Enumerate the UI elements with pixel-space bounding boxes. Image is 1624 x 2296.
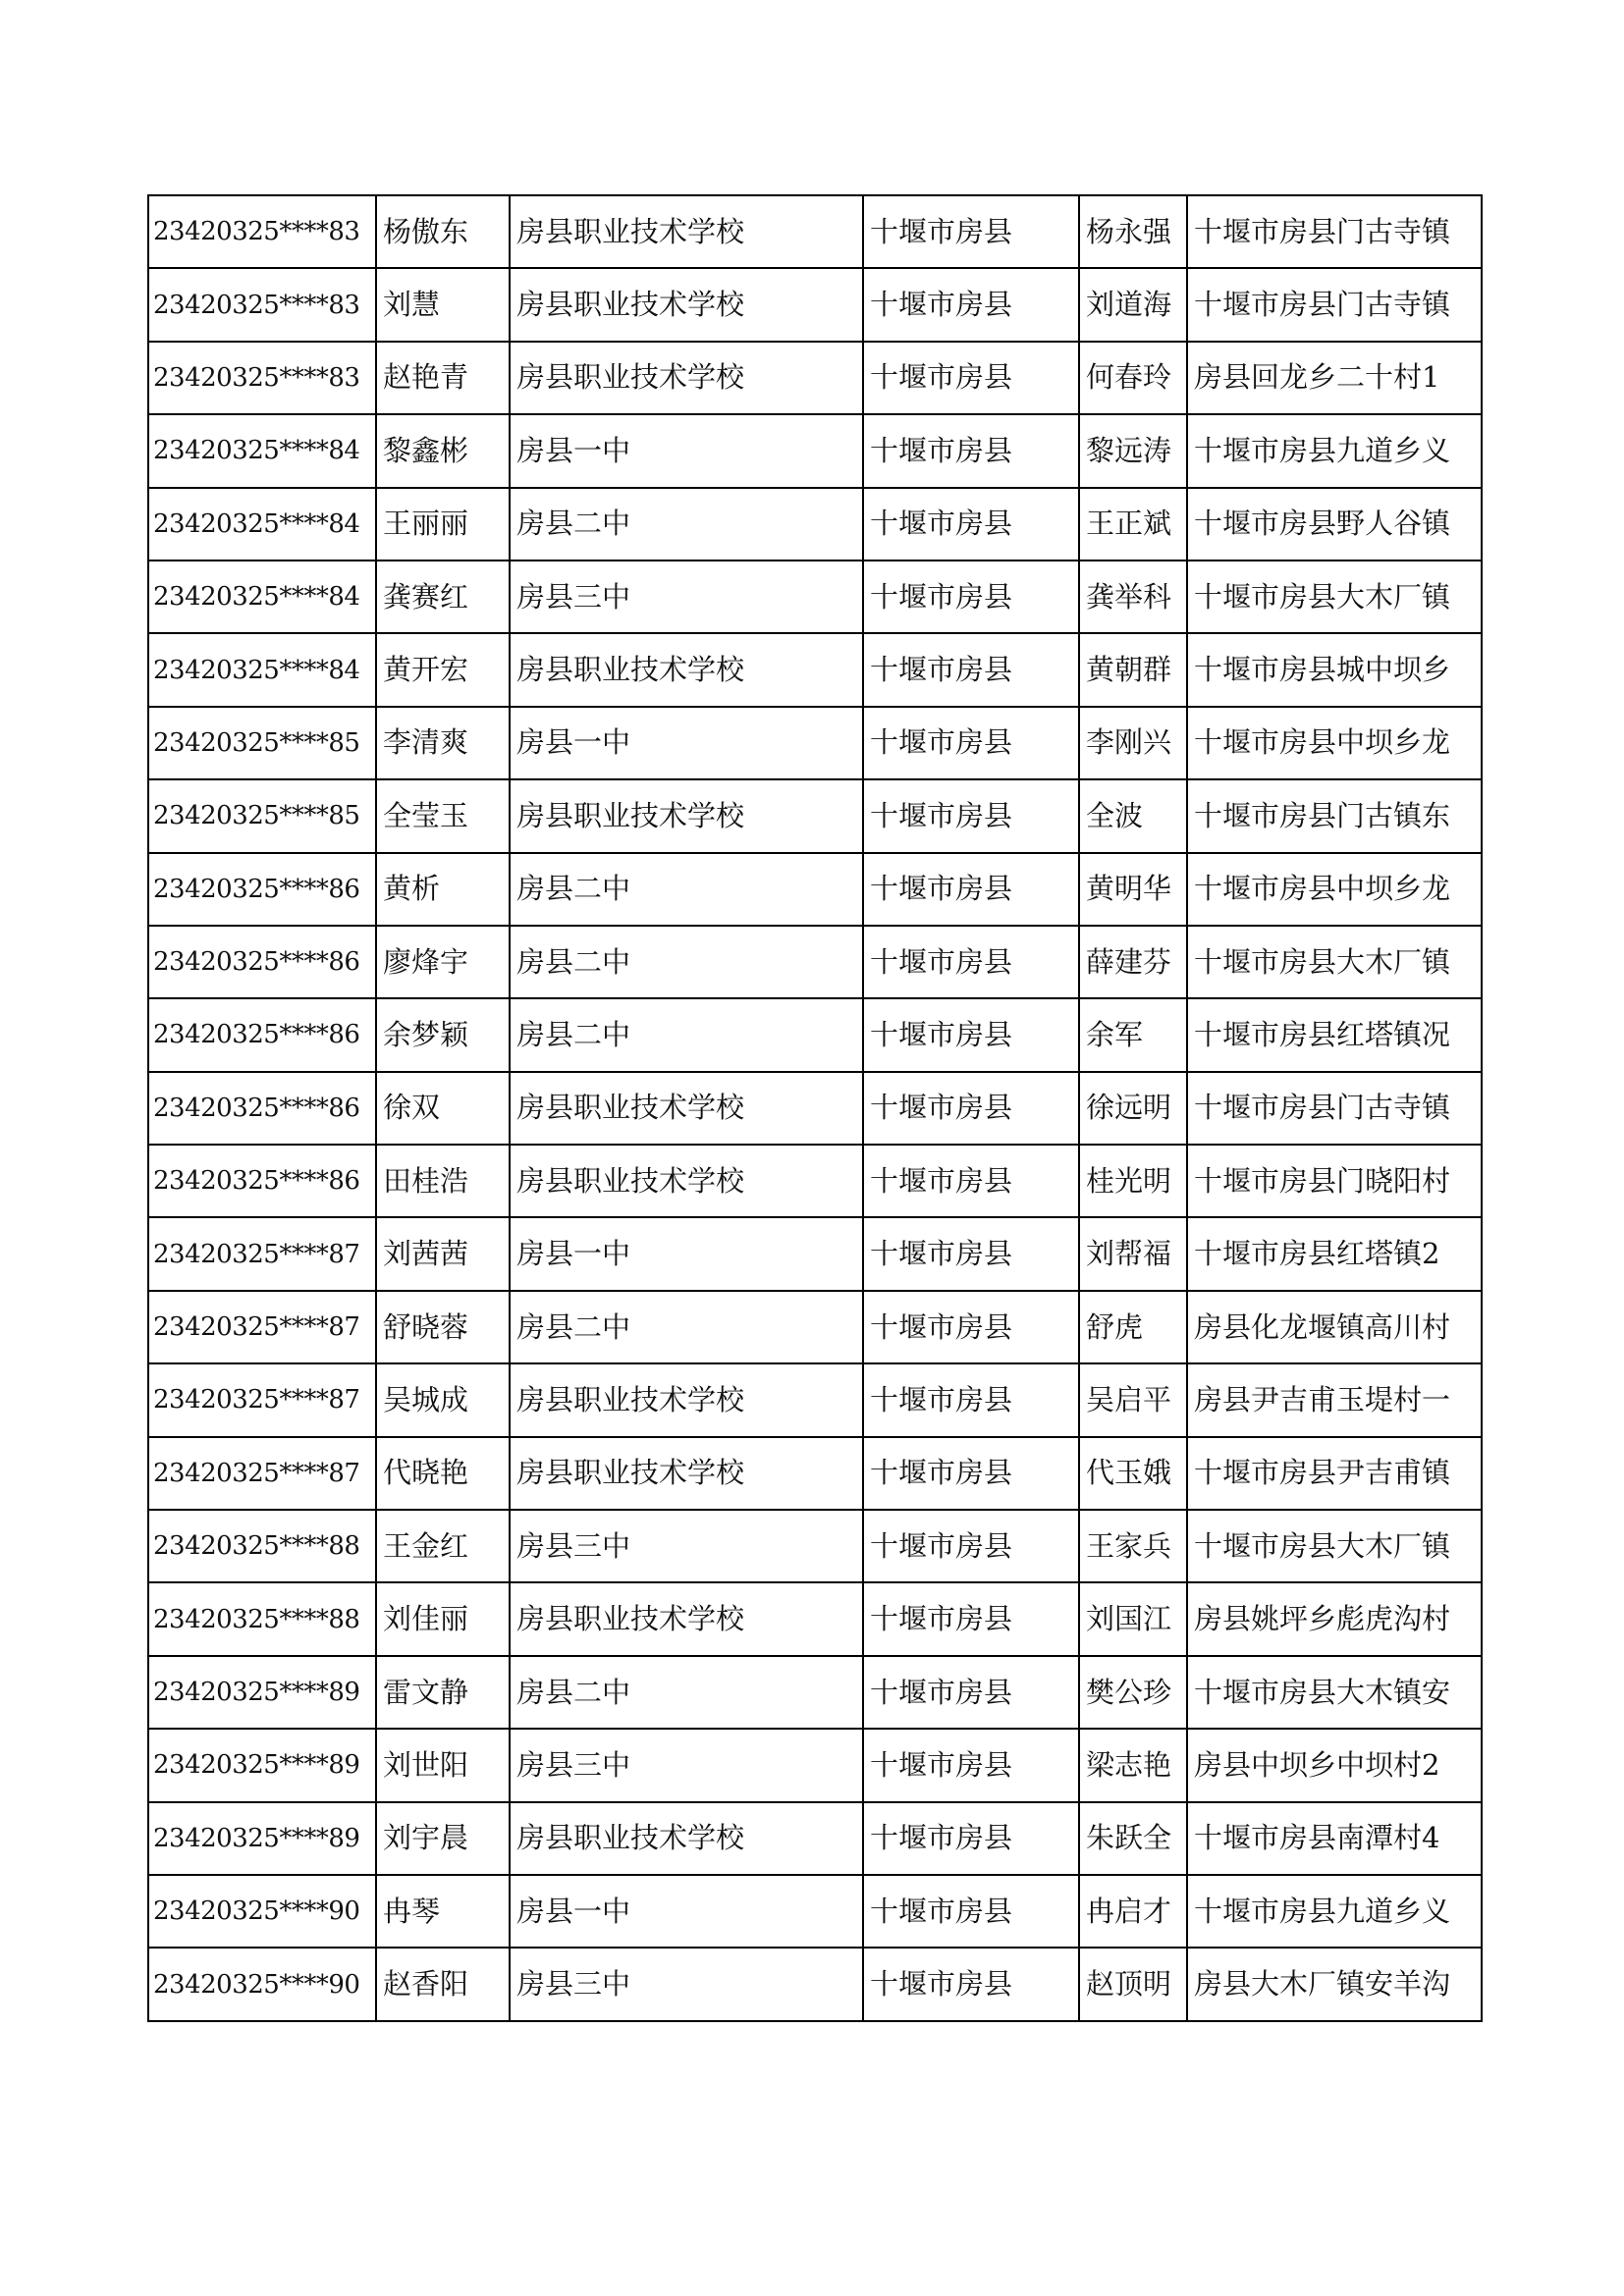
address-cell: 十堰市房县九道乡义 (1187, 414, 1482, 487)
parent-name-cell: 刘国江 (1079, 1582, 1187, 1655)
student-name-cell: 王丽丽 (376, 488, 510, 561)
region-cell: 十堰市房县 (863, 1291, 1079, 1363)
address-cell: 房县大木厂镇安羊沟 (1187, 1948, 1482, 2020)
student-name-cell: 田桂浩 (376, 1145, 510, 1217)
table-row (148, 1656, 1482, 1729)
school-cell: 房县一中 (510, 1217, 863, 1290)
parent-name-cell: 刘帮福 (1079, 1217, 1187, 1290)
school-cell: 房县二中 (510, 926, 863, 998)
address-cell: 十堰市房县红塔镇况 (1187, 998, 1482, 1071)
student-name-cell: 雷文静 (376, 1656, 510, 1729)
id-cell: 23420325****86 (148, 926, 376, 998)
id-cell: 23420325****89 (148, 1729, 376, 1801)
school-cell: 房县一中 (510, 1875, 863, 1948)
parent-name-cell: 樊公珍 (1079, 1656, 1187, 1729)
student-name-cell: 全莹玉 (376, 779, 510, 852)
school-cell: 房县一中 (510, 707, 863, 779)
address-cell: 十堰市房县大木厂镇 (1187, 1510, 1482, 1582)
region-cell: 十堰市房县 (863, 1729, 1079, 1801)
school-cell: 房县二中 (510, 1291, 863, 1363)
table-row (148, 1729, 1482, 1801)
school-cell: 房县职业技术学校 (510, 633, 863, 706)
student-name-cell: 余梦颖 (376, 998, 510, 1071)
address-cell: 房县化龙堰镇高川村 (1187, 1291, 1482, 1363)
parent-name-cell: 黄明华 (1079, 853, 1187, 926)
parent-name-cell: 黄朝群 (1079, 633, 1187, 706)
parent-name-cell: 龚举科 (1079, 561, 1187, 633)
id-cell: 23420325****88 (148, 1510, 376, 1582)
address-cell: 十堰市房县大木镇安 (1187, 1656, 1482, 1729)
table-row (148, 1145, 1482, 1217)
region-cell: 十堰市房县 (863, 342, 1079, 414)
school-cell: 房县三中 (510, 561, 863, 633)
id-cell: 23420325****85 (148, 779, 376, 852)
student-name-cell: 龚赛红 (376, 561, 510, 633)
table-row (148, 1363, 1482, 1436)
region-cell: 十堰市房县 (863, 1948, 1079, 2020)
student-name-cell: 黄开宏 (376, 633, 510, 706)
region-cell: 十堰市房县 (863, 1510, 1079, 1582)
student-name-cell: 刘茜茜 (376, 1217, 510, 1290)
parent-name-cell: 王正斌 (1079, 488, 1187, 561)
address-cell: 房县中坝乡中坝村2 (1187, 1729, 1482, 1801)
student-name-cell: 代晓艳 (376, 1437, 510, 1510)
parent-name-cell: 代玉娥 (1079, 1437, 1187, 1510)
address-cell: 十堰市房县大木厂镇 (1187, 561, 1482, 633)
address-cell: 十堰市房县野人谷镇 (1187, 488, 1482, 561)
parent-name-cell: 赵顶明 (1079, 1948, 1187, 2020)
parent-name-cell: 杨永强 (1079, 195, 1187, 268)
table-row (148, 707, 1482, 779)
region-cell: 十堰市房县 (863, 1145, 1079, 1217)
id-cell: 23420325****86 (148, 1072, 376, 1145)
id-cell: 23420325****87 (148, 1217, 376, 1290)
parent-name-cell: 王家兵 (1079, 1510, 1187, 1582)
id-cell: 23420325****87 (148, 1437, 376, 1510)
region-cell: 十堰市房县 (863, 1072, 1079, 1145)
id-cell: 23420325****86 (148, 853, 376, 926)
school-cell: 房县二中 (510, 853, 863, 926)
school-cell: 房县三中 (510, 1510, 863, 1582)
parent-name-cell: 桂光明 (1079, 1145, 1187, 1217)
student-name-cell: 吴城成 (376, 1363, 510, 1436)
region-cell: 十堰市房县 (863, 1656, 1079, 1729)
id-cell: 23420325****83 (148, 268, 376, 341)
school-cell: 房县二中 (510, 1656, 863, 1729)
table-row (148, 1437, 1482, 1510)
table-row (148, 561, 1482, 633)
address-cell: 十堰市房县门古寺镇 (1187, 195, 1482, 268)
address-cell: 十堰市房县红塔镇2 (1187, 1217, 1482, 1290)
document-page (147, 194, 1481, 2022)
address-cell: 十堰市房县门晓阳村 (1187, 1145, 1482, 1217)
student-name-cell: 刘佳丽 (376, 1582, 510, 1655)
id-cell: 23420325****88 (148, 1582, 376, 1655)
student-name-cell: 刘慧 (376, 268, 510, 341)
parent-name-cell: 朱跃全 (1079, 1802, 1187, 1875)
table-row (148, 488, 1482, 561)
region-cell: 十堰市房县 (863, 561, 1079, 633)
table-row (148, 633, 1482, 706)
address-cell: 十堰市房县尹吉甫镇 (1187, 1437, 1482, 1510)
school-cell: 房县三中 (510, 1948, 863, 2020)
table-row (148, 926, 1482, 998)
student-name-cell: 舒晓蓉 (376, 1291, 510, 1363)
student-name-cell: 王金红 (376, 1510, 510, 1582)
region-cell: 十堰市房县 (863, 268, 1079, 341)
student-name-cell: 刘宇晨 (376, 1802, 510, 1875)
region-cell: 十堰市房县 (863, 488, 1079, 561)
id-cell: 23420325****84 (148, 414, 376, 487)
parent-name-cell: 刘道海 (1079, 268, 1187, 341)
address-cell: 十堰市房县门古寺镇 (1187, 268, 1482, 341)
address-cell: 十堰市房县南潭村4 (1187, 1802, 1482, 1875)
school-cell: 房县二中 (510, 488, 863, 561)
parent-name-cell: 全波 (1079, 779, 1187, 852)
student-name-cell: 黄析 (376, 853, 510, 926)
region-cell: 十堰市房县 (863, 1875, 1079, 1948)
id-cell: 23420325****84 (148, 561, 376, 633)
table-row (148, 195, 1482, 268)
student-roster-table (147, 194, 1483, 2022)
student-name-cell: 刘世阳 (376, 1729, 510, 1801)
parent-name-cell: 吴启平 (1079, 1363, 1187, 1436)
region-cell: 十堰市房县 (863, 853, 1079, 926)
id-cell: 23420325****83 (148, 342, 376, 414)
roster-body (148, 195, 1482, 2021)
address-cell: 十堰市房县中坝乡龙 (1187, 853, 1482, 926)
school-cell: 房县职业技术学校 (510, 1145, 863, 1217)
table-row (148, 1948, 1482, 2020)
school-cell: 房县职业技术学校 (510, 1437, 863, 1510)
region-cell: 十堰市房县 (863, 1437, 1079, 1510)
parent-name-cell: 李刚兴 (1079, 707, 1187, 779)
school-cell: 房县一中 (510, 414, 863, 487)
table-row (148, 1217, 1482, 1290)
id-cell: 23420325****83 (148, 195, 376, 268)
table-row (148, 1072, 1482, 1145)
school-cell: 房县职业技术学校 (510, 1802, 863, 1875)
parent-name-cell: 梁志艳 (1079, 1729, 1187, 1801)
school-cell: 房县二中 (510, 998, 863, 1071)
id-cell: 23420325****85 (148, 707, 376, 779)
student-name-cell: 廖烽宇 (376, 926, 510, 998)
table-row (148, 1875, 1482, 1948)
region-cell: 十堰市房县 (863, 1802, 1079, 1875)
address-cell: 房县姚坪乡彪虎沟村 (1187, 1582, 1482, 1655)
address-cell: 十堰市房县门古镇东 (1187, 779, 1482, 852)
id-cell: 23420325****89 (148, 1802, 376, 1875)
region-cell: 十堰市房县 (863, 998, 1079, 1071)
school-cell: 房县职业技术学校 (510, 1072, 863, 1145)
student-name-cell: 冉琴 (376, 1875, 510, 1948)
student-name-cell: 李清爽 (376, 707, 510, 779)
table-row (148, 268, 1482, 341)
address-cell: 房县回龙乡二十村1 (1187, 342, 1482, 414)
address-cell: 十堰市房县城中坝乡 (1187, 633, 1482, 706)
table-row (148, 998, 1482, 1071)
parent-name-cell: 何春玲 (1079, 342, 1187, 414)
table-row (148, 1291, 1482, 1363)
region-cell: 十堰市房县 (863, 926, 1079, 998)
id-cell: 23420325****84 (148, 633, 376, 706)
id-cell: 23420325****87 (148, 1363, 376, 1436)
table-row (148, 1802, 1482, 1875)
id-cell: 23420325****86 (148, 1145, 376, 1217)
region-cell: 十堰市房县 (863, 633, 1079, 706)
table-row (148, 779, 1482, 852)
region-cell: 十堰市房县 (863, 414, 1079, 487)
table-row (148, 853, 1482, 926)
id-cell: 23420325****86 (148, 998, 376, 1071)
table-row (148, 414, 1482, 487)
address-cell: 十堰市房县中坝乡龙 (1187, 707, 1482, 779)
student-name-cell: 赵艳青 (376, 342, 510, 414)
parent-name-cell: 冉启才 (1079, 1875, 1187, 1948)
parent-name-cell: 黎远涛 (1079, 414, 1187, 487)
school-cell: 房县职业技术学校 (510, 1363, 863, 1436)
parent-name-cell: 薛建芬 (1079, 926, 1187, 998)
school-cell: 房县职业技术学校 (510, 195, 863, 268)
parent-name-cell: 余军 (1079, 998, 1187, 1071)
region-cell: 十堰市房县 (863, 779, 1079, 852)
school-cell: 房县三中 (510, 1729, 863, 1801)
id-cell: 23420325****87 (148, 1291, 376, 1363)
address-cell: 十堰市房县九道乡义 (1187, 1875, 1482, 1948)
region-cell: 十堰市房县 (863, 1363, 1079, 1436)
table-row (148, 1510, 1482, 1582)
id-cell: 23420325****90 (148, 1948, 376, 2020)
school-cell: 房县职业技术学校 (510, 779, 863, 852)
region-cell: 十堰市房县 (863, 1217, 1079, 1290)
school-cell: 房县职业技术学校 (510, 268, 863, 341)
id-cell: 23420325****84 (148, 488, 376, 561)
table-row (148, 1582, 1482, 1655)
id-cell: 23420325****90 (148, 1875, 376, 1948)
student-name-cell: 赵香阳 (376, 1948, 510, 2020)
student-name-cell: 徐双 (376, 1072, 510, 1145)
school-cell: 房县职业技术学校 (510, 342, 863, 414)
student-name-cell: 黎鑫彬 (376, 414, 510, 487)
region-cell: 十堰市房县 (863, 1582, 1079, 1655)
parent-name-cell: 徐远明 (1079, 1072, 1187, 1145)
region-cell: 十堰市房县 (863, 707, 1079, 779)
address-cell: 十堰市房县大木厂镇 (1187, 926, 1482, 998)
address-cell: 房县尹吉甫玉堤村一 (1187, 1363, 1482, 1436)
student-name-cell: 杨傲东 (376, 195, 510, 268)
address-cell: 十堰市房县门古寺镇 (1187, 1072, 1482, 1145)
table-row (148, 342, 1482, 414)
id-cell: 23420325****89 (148, 1656, 376, 1729)
school-cell: 房县职业技术学校 (510, 1582, 863, 1655)
region-cell: 十堰市房县 (863, 195, 1079, 268)
parent-name-cell: 舒虎 (1079, 1291, 1187, 1363)
